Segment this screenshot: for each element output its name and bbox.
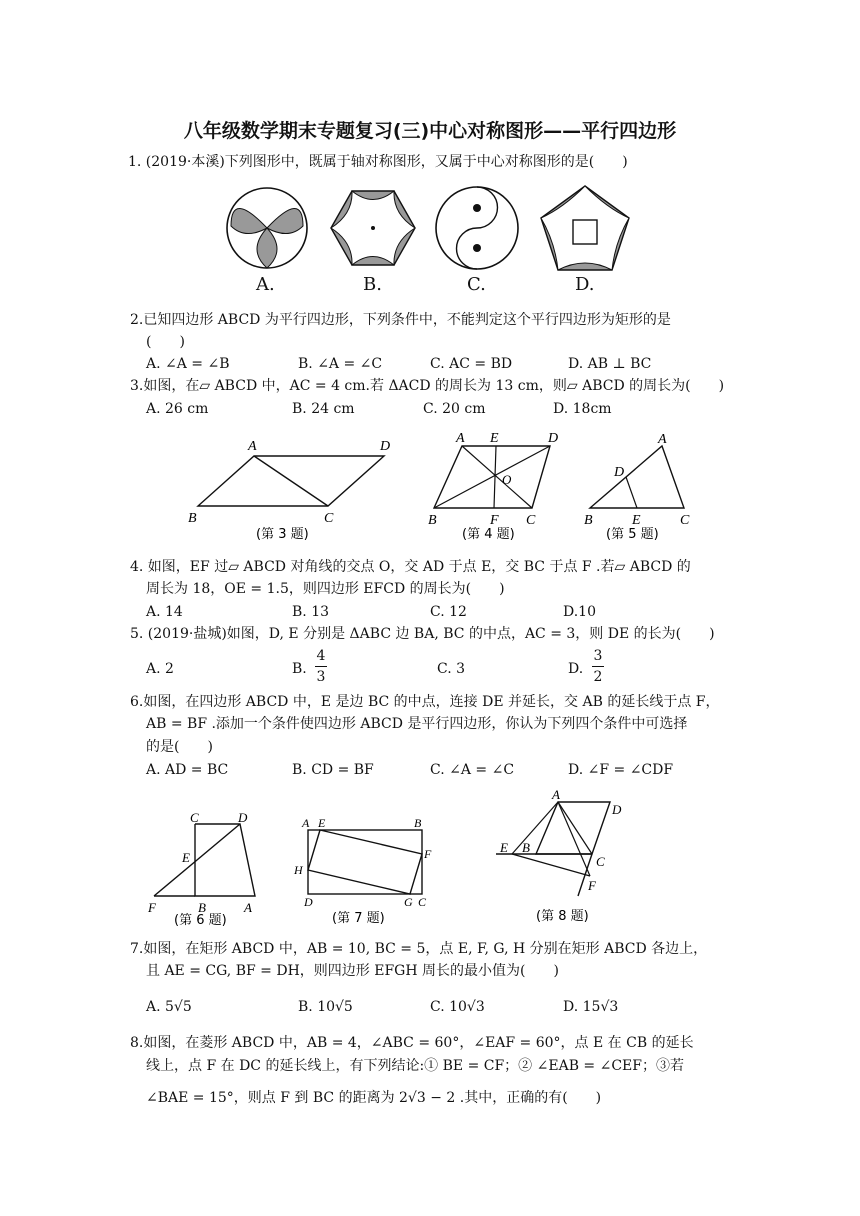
question-3-option-a: A. 26 cm [146, 401, 209, 417]
fig7-label-d: D [304, 895, 313, 909]
fraction-denominator: 3 [316, 669, 326, 685]
figure-8 [492, 786, 652, 930]
question-2-paren: ( ) [146, 334, 185, 350]
figure-1b [331, 191, 415, 265]
fig6-label-f: F [148, 900, 156, 915]
figure-1a [227, 188, 307, 268]
fig4-label-b: B [428, 513, 437, 528]
fig6-label-c: C [190, 810, 199, 825]
fig7-label-b: B [414, 816, 422, 830]
fig7-label-c: C [418, 895, 427, 909]
question-8-text-2: 线上，点 F 在 DC 的延长线上，有下列结论:① BE = CF；② ∠EAB = ∠CEF；③若 [146, 1058, 684, 1074]
figure-4 [422, 430, 582, 540]
question-6-option-a: A. AD = BC [146, 762, 229, 778]
fig4-label-d: D [548, 431, 559, 446]
fig7-caption: (第 7 题) [332, 911, 385, 926]
fig4-caption: (第 4 题) [462, 527, 515, 540]
question-2-option-a: A. ∠A = ∠B [146, 356, 230, 372]
fig3-label-d: D [380, 439, 391, 454]
question-7-option-d: D. 15√3 [563, 999, 619, 1015]
question-7-option-c: C. 10√3 [430, 999, 485, 1015]
fig3-label-c: C [324, 511, 334, 526]
fig8-label-d: D [612, 802, 622, 817]
fig5-label-b: B [584, 513, 593, 528]
question-7-text-2: 且 AE = CG, BF = DH，则四边形 EFGH 周长的最小值为( ) [146, 963, 559, 979]
question-5-option-d-fraction [592, 648, 604, 685]
question-4-option-d: D.10 [563, 604, 596, 620]
fig4-label-f: F [490, 513, 499, 528]
question-6-option-c: C. ∠A = ∠C [430, 762, 515, 778]
fig5-label-d: D [614, 465, 625, 480]
question-7-text: 7.如图，在矩形 ABCD 中，AB = 10, BC = 5，点 E, F, G, H 分别在矩形 ABCD 各边上， [130, 941, 708, 957]
fig7-label-e: E [318, 816, 326, 830]
question-6-text-3: 的是( ) [146, 739, 213, 755]
fig7-label-h: H [294, 863, 303, 877]
question-6-option-d: D. ∠F = ∠CDF [568, 762, 674, 778]
figure-5 [578, 430, 698, 540]
fig8-label-c: C [596, 854, 605, 869]
fig6-caption: (第 6 题) [174, 913, 227, 928]
question-5-option-d-label: D. [568, 661, 584, 677]
question-1-text: 1. (2019·本溪)下列图形中，既属于轴对称图形，又属于中心对称图形的是( ) [128, 154, 628, 170]
figure-1c-label: C. [467, 274, 486, 295]
question-4-text-2: 周长为 18，OE = 1.5，则四边形 EFCD 的周长为( ) [146, 581, 505, 597]
fig8-label-e: E [500, 840, 508, 855]
fig3-caption: (第 3 题) [256, 527, 309, 540]
question-7-option-a: A. 5√5 [146, 999, 192, 1015]
fig7-label-g: G [404, 895, 413, 909]
fraction-numerator: 3 [593, 648, 603, 664]
question-4-text: 4. 如图，EF 过▱ ABCD 对角线的交点 O，交 AD 于点 E，交 BC 于点 F .若▱ ABCD 的 [130, 559, 691, 575]
question-2-option-c: C. AC = BD [430, 356, 513, 372]
fig4-label-o: O [502, 472, 512, 487]
figure-7 [290, 812, 450, 930]
fig5-label-e: E [632, 513, 641, 528]
figure-1b-label: B. [363, 274, 382, 295]
fig6-label-a: A [244, 900, 252, 915]
question-3-option-c: C. 20 cm [423, 401, 486, 417]
question-6-option-b: B. CD = BF [292, 762, 374, 778]
fig7-label-a: A [302, 816, 310, 830]
question-5-option-b-label: B. [292, 661, 307, 677]
question-5-option-a: A. 2 [146, 661, 174, 677]
fig5-label-a: A [658, 432, 667, 447]
fig6-label-e: E [182, 850, 190, 865]
fig4-label-a: A [456, 431, 465, 446]
question-7-option-b: B. 10√5 [298, 999, 353, 1015]
fig6-label-b: B [198, 900, 206, 915]
fig5-caption: (第 5 题) [606, 527, 659, 540]
question-3-text: 3.如图，在▱ ABCD 中，AC = 4 cm.若 ΔACD 的周长为 13 cm，则▱ ABCD 的周长为( ) [130, 378, 725, 394]
question-5-option-c: C. 3 [437, 661, 466, 677]
fraction-denominator: 2 [593, 669, 603, 685]
fig8-label-f: F [588, 878, 596, 893]
question-4-option-a: A. 14 [146, 604, 183, 620]
question-8-text-3: ∠BAE = 15°，则点 F 到 BC 的距离为 2√3 − 2 .其中，正确的有( ) [146, 1090, 602, 1106]
fig5-label-c: C [680, 513, 690, 528]
question-3-option-b: B. 24 cm [292, 401, 355, 417]
question-8-text: 8.如图，在菱形 ABCD 中，AB = 4，∠ABC = 60°，∠EAF = 60°，点 E 在 CB 的延长 [130, 1035, 694, 1051]
fraction-numerator: 4 [316, 648, 326, 664]
figure-1a-label: A. [256, 274, 275, 295]
fig4-label-c: C [526, 513, 536, 528]
fig4-label-e: E [490, 431, 499, 446]
question-6-text-2: AB = BF .添加一个条件使四边形 ABCD 是平行四边形，你认为下列四个条件中可选择 [146, 716, 688, 732]
question-5-text: 5. (2019·盐城)如图，D, E 分别是 ΔABC 边 BA, BC 的中点，AC = 3，则 DE 的长为( ) [130, 626, 715, 642]
fig3-label-b: B [188, 511, 197, 526]
fig3-label-a: A [248, 439, 257, 454]
figure-1d-label: D. [575, 274, 595, 295]
question-2-text: 2.已知四边形 ABCD 为平行四边形，下列条件中，不能判定这个平行四边形为矩形的是 [130, 312, 671, 328]
figure-6 [140, 806, 270, 930]
figure-3 [180, 430, 400, 540]
figure-1c [436, 187, 518, 269]
question-6-text: 6.如图，在四边形 ABCD 中，E 是边 BC 的中点，连接 DE 并延长，交 AB 的延长线于点 F， [130, 694, 720, 710]
question-4-option-c: C. 12 [430, 604, 467, 620]
fig8-label-a: A [552, 787, 560, 802]
fig7-label-f: F [424, 847, 432, 861]
question-4-option-b: B. 13 [292, 604, 330, 620]
question-2-option-b: B. ∠A = ∠C [298, 356, 383, 372]
fig8-caption: (第 8 题) [536, 909, 589, 924]
question-5-option-b-fraction [315, 648, 327, 685]
question-2-option-d: D. AB ⊥ BC [568, 356, 652, 372]
page-title: 八年级数学期末专题复习(三)中心对称图形——平行四边形 [183, 120, 677, 142]
fig6-label-d: D [238, 810, 248, 825]
question-3-option-d: D. 18cm [553, 401, 612, 417]
figure-1d [541, 186, 629, 270]
fig8-label-b: B [522, 840, 530, 855]
